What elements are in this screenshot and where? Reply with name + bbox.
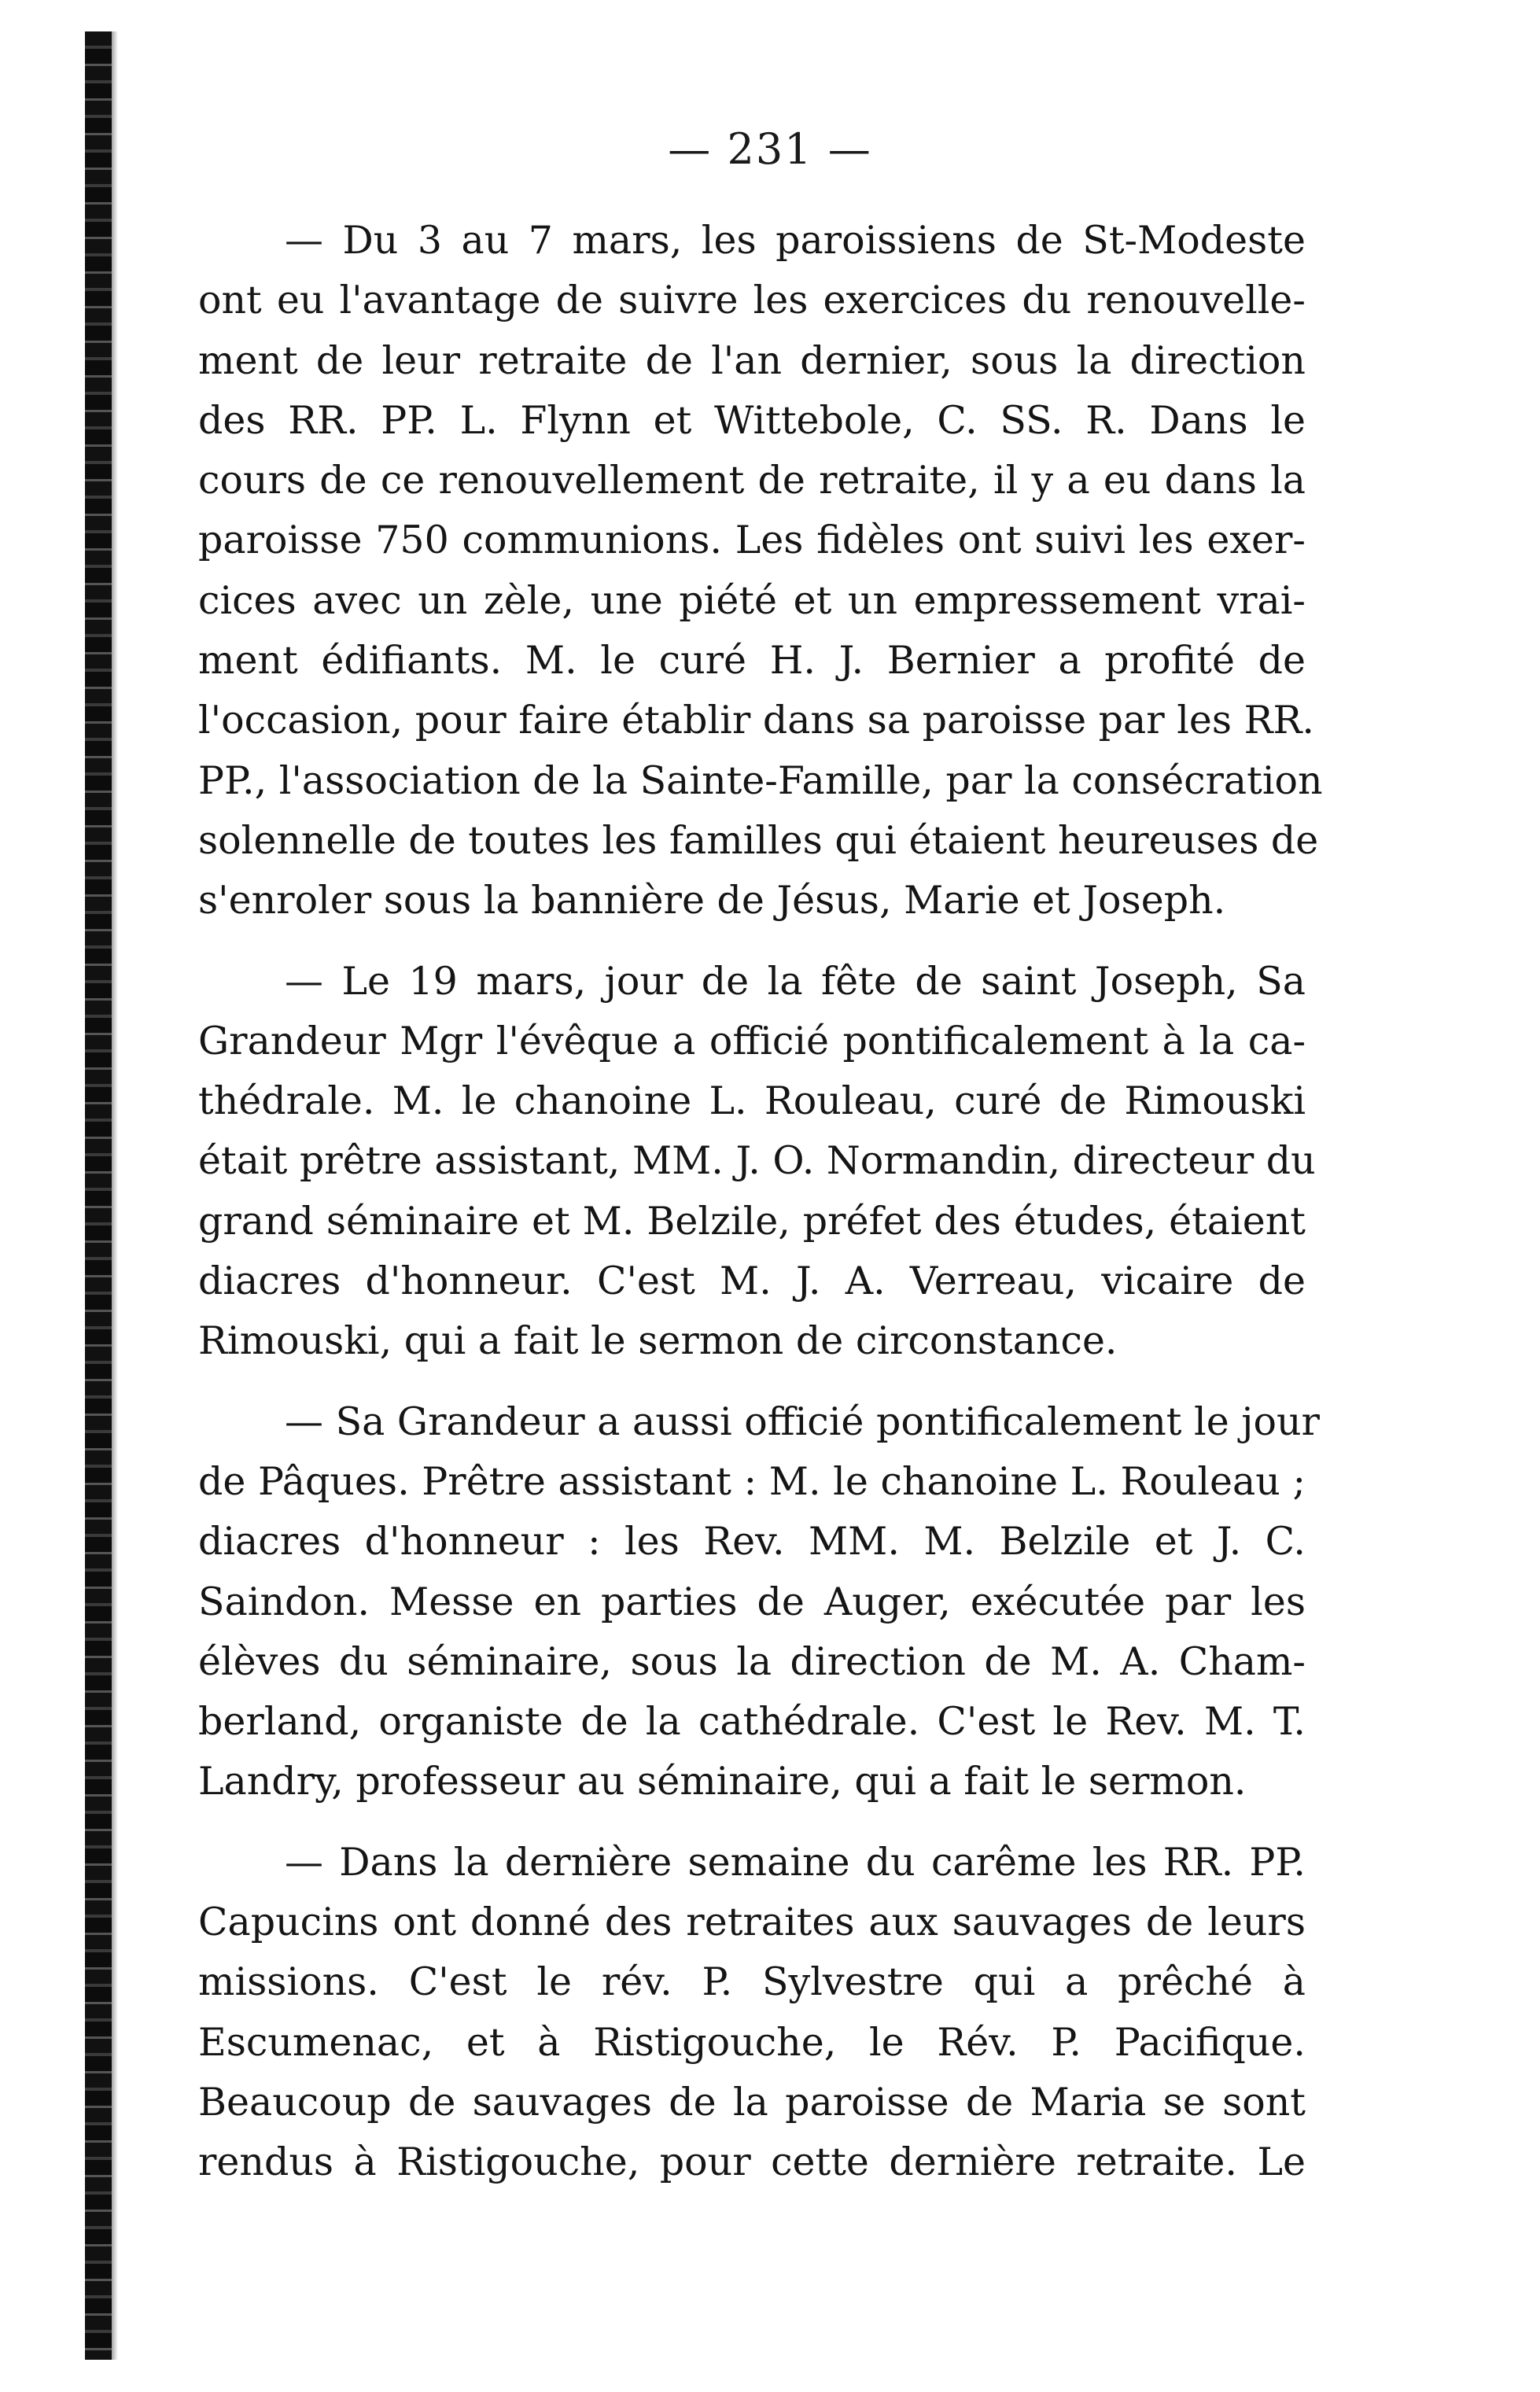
text-line: Landry, professeur au séminaire, qui a fait le sermon. — [198, 1759, 1247, 1804]
text-line: missions. C'est le rév. P. Sylvestre qui a prêché à — [198, 1959, 1306, 2005]
text-line: Grandeur Mgr l'évêque a officié pontificalement à la ca- — [198, 1018, 1306, 1063]
page-body — [198, 211, 1323, 2213]
text-line: berland, organiste de la cathédrale. C'est le Rev. M. T. — [198, 1699, 1306, 1745]
binding-shadow — [112, 31, 118, 2360]
text-line: Capucins ont donné des retraites aux sauvages de leurs — [198, 1900, 1306, 1945]
text-line: paroisse 750 communions. Les fidèles ont suivi les exer- — [198, 518, 1306, 563]
text-line: ment édifiants. M. le curé H. J. Bernier a profité de — [198, 638, 1306, 684]
text-line: s'enroler sous la bannière de Jésus, Marie et Joseph. — [198, 878, 1226, 923]
paragraph-st-modeste — [198, 211, 1323, 931]
text-line: cours de ce renouvellement de retraite, il y a eu dans la — [198, 458, 1306, 503]
text-line: élèves du séminaire, sous la direction de M. A. Cham- — [198, 1638, 1306, 1684]
text-line: solennelle de toutes les familles qui étaient heureuses de — [198, 817, 1319, 863]
text-line: cices avec un zèle, une piété et un empressement vrai- — [198, 577, 1306, 623]
book-binding-edge — [85, 31, 112, 2360]
text-line: diacres d'honneur. C'est M. J. A. Verreau, vicaire de — [198, 1259, 1306, 1304]
paragraph-capucins — [198, 1833, 1306, 2193]
page-number: — 231 — — [668, 124, 872, 174]
text-line: grand séminaire et M. Belzile, préfet des études, étaient — [198, 1198, 1306, 1244]
text-line: était prêtre assistant, MM. J. O. Normandin, directeur du — [198, 1138, 1316, 1184]
text-line: — Le 19 mars, jour de la fête de saint Joseph, Sa — [285, 958, 1306, 1004]
text-line: ment de leur retraite de l'an dernier, sous la direction — [198, 337, 1306, 383]
text-line: rendus à Ristigouche, pour cette dernière retraite. Le — [198, 2140, 1306, 2185]
text-line: diacres d'honneur : les Rev. MM. M. Belzile et J. C. — [198, 1519, 1306, 1565]
text-line: de Pâques. Prêtre assistant : M. le chanoine L. Rouleau ; — [198, 1458, 1306, 1504]
text-line: des RR. PP. L. Flynn et Wittebole, C. SS. R. Dans le — [198, 397, 1306, 443]
text-line: PP., l'association de la Sainte-Famille, par la consécration — [198, 757, 1323, 803]
paragraph-paques — [198, 1392, 1320, 1812]
text-line: Escumenac, et à Ristigouche, le Rév. P. Pacifique. — [198, 2019, 1306, 2065]
paragraph-saint-joseph — [198, 952, 1316, 1372]
text-line: — Sa Grandeur a aussi officié pontificalement le jour — [285, 1399, 1320, 1444]
text-line: — Du 3 au 7 mars, les paroissiens de St-Modeste — [285, 218, 1306, 263]
text-line: Saindon. Messe en parties de Auger, exécutée par les — [198, 1579, 1306, 1624]
text-line: ont eu l'avantage de suivre les exercices du renouvelle- — [198, 278, 1306, 323]
text-line: l'occasion, pour faire établir dans sa paroisse par les RR. — [198, 698, 1314, 743]
text-line: Beaucoup de sauvages de la paroisse de Maria se sont — [198, 2079, 1306, 2125]
text-line: thédrale. M. le chanoine L. Rouleau, curé de Rimouski — [198, 1078, 1306, 1124]
text-line: — Dans la dernière semaine du carême les RR. PP. — [285, 1839, 1306, 1885]
text-line: Rimouski, qui a fait le sermon de circonstance. — [198, 1318, 1118, 1364]
